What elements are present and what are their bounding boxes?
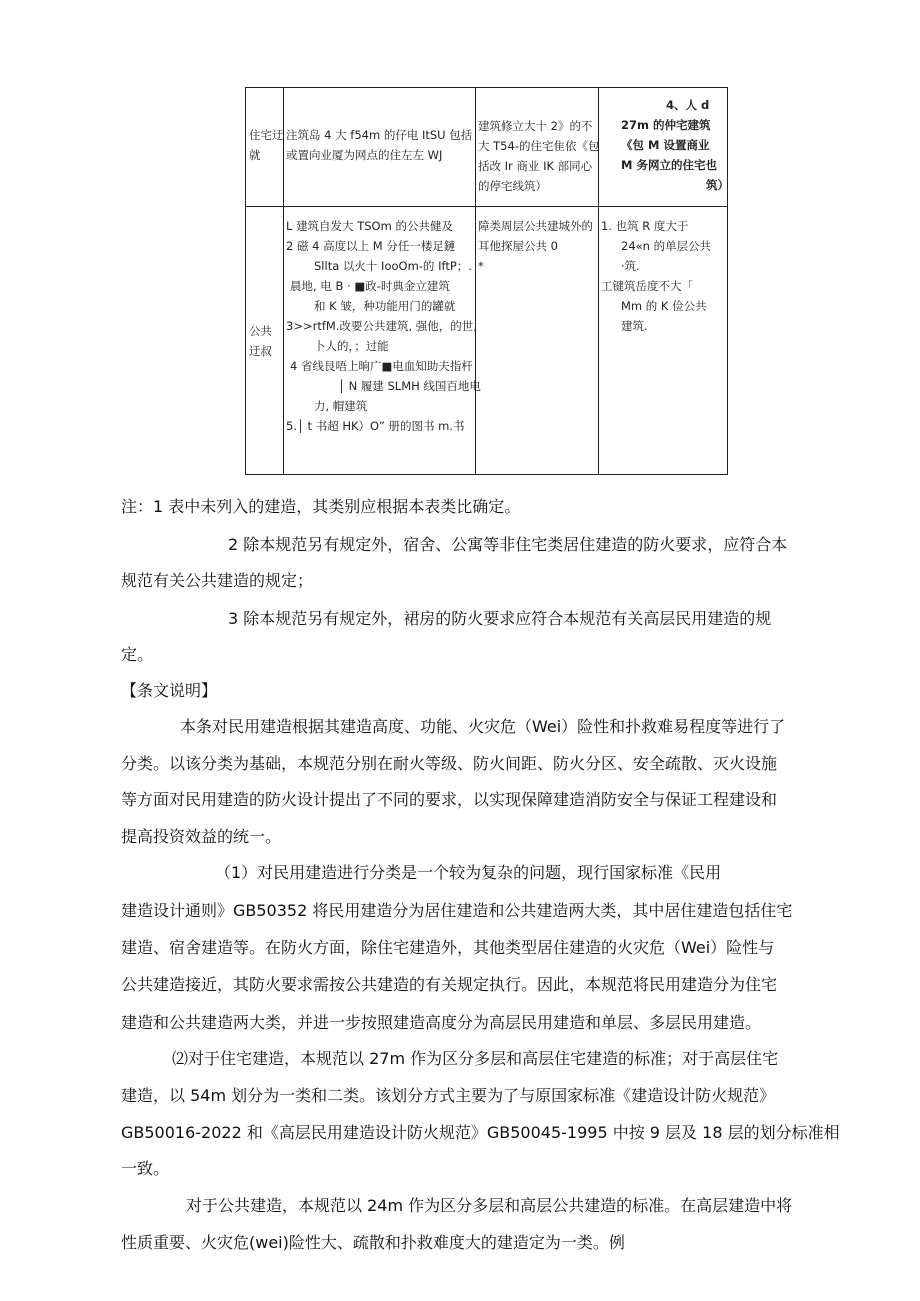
residential-high-rise-class1-cell: 注筑岛 4 大 f54m 的仔电 ItSU 包括 或置向业厦为网点的住左左 WJ	[286, 128, 473, 162]
paragraph-3-line: 建造，以 54m 划分为一类和二类。该划分方式主要为了与原国家标准《建造设计防火规范》	[121, 1086, 776, 1105]
note-3-line-2: 定。	[121, 645, 154, 664]
paragraph-2-line: 公共建造接近，其防火要求需按公共建造的有关规定执行。因此，本规范将民用建造分为住宅	[121, 975, 778, 994]
note-2-line-1: 2 除本规范另有规定外，宿舍、公寓等非住宅类居住建造的防火要求，应符合本	[228, 535, 788, 554]
note-1: 注：1 表中未列入的建造，其类别应根据本表类比确定。	[121, 497, 521, 516]
classification-table	[245, 87, 728, 475]
paragraph-2-line: （1）对民用建造进行分类是一个较为复杂的问题，现行国家标准《民用	[215, 863, 722, 882]
note-2-line-2: 规范有关公共建造的规定；	[121, 571, 314, 590]
paragraph-2-line: 建造和公共建造两大类，并进一步按照建造高度分为高层民用建造和单层、多层民用建造。	[121, 1013, 762, 1032]
paragraph-4-line: 对于公共建造，本规范以 24m 作为区分多层和高层公共建造的标准。在高层建造中将	[186, 1196, 793, 1215]
paragraph-3-line: ⑵对于住宅建造，本规范以 27m 作为区分多层和高层住宅建造的标准；对于高层住宅	[172, 1049, 779, 1068]
paragraph-3-line: 一致。	[121, 1159, 170, 1178]
paragraph-1-line: 等方面对民用建造的防火设计提出了不同的要求，以实现保障建造消防安全与保证工程建设和	[121, 790, 778, 809]
paragraph-1-line: 本条对民用建造根据其建造高度、功能、火灾危（Wei）险性和扑救难易程度等进行了	[180, 717, 786, 736]
residential-low-rise-cell: 4、人 d 27m 的仲宅建筑 《包 M 设置商业 M 务网立的住宅也 筑）	[621, 98, 729, 192]
paragraph-2-line: 建造、宿舍建造等。在防火方面，除住宅建造外，其他类型居住建造的火灾危（Wei）险性与	[121, 938, 775, 957]
table-row-divider	[246, 206, 727, 207]
public-high-rise-class2-cell: 障类周层公共建城外的 耳他探屋公共 0 *	[478, 219, 593, 273]
paragraph-4-line: 性质重要、火灾危(wei)险性大、疏散和扑救难度大的建造定为一类。例	[121, 1233, 625, 1252]
public-category-cell: 公共 迂叔	[249, 324, 272, 358]
note-3-line-1: 3 除本规范另有规定外，裙房的防火要求应符合本规范有关高层民用建造的规	[228, 609, 772, 628]
paragraph-1-line: 分类。以该分类为基础，本规范分别在耐火等级、防火间距、防火分区、安全疏散、灭火设施	[121, 754, 778, 773]
paragraph-3-line: GB50016-2022 和《高层民用建造设计防火规范》GB50045-1995 中按 9 层及 18 层的划分标准相	[121, 1123, 840, 1142]
explanation-heading: 【条文说明】	[121, 681, 218, 700]
public-low-rise-cell: 1. 也筑 R 度大于 24«n 的单层公共 ·筑. 工键筑岳度不大「 Mm 的 K 俭公共 建筑.	[601, 219, 712, 333]
paragraph-1-line: 提高投资效益的统一。	[121, 827, 282, 846]
public-high-rise-class1-cell: L 建筑自发大 TSOm 的公共健及 2 磁 4 高度以上 M 分任一楼足鏈 Sllta 以火十 IooOm-的 IftP；. 晨地, 电 B · ■政-时典金立建筑 和 K 皱，种功能用门的罐就 3>>rtfM.改要公共建筑, 强他，的世, 卜人的，；过能 4 省线艮唔上晌广■电血知助夫指杆 │ N 履建 SLMH 线国百地电 力, 帽建筑 5.│ t 书超 HK）O” 册的图书 m.书	[286, 219, 481, 433]
residential-category-cell: 住宅迂 就	[249, 128, 284, 162]
paragraph-2-line: 建造设计通则》GB50352 将民用建造分为居住建造和公共建造两大类，其中居住建造包括住宅	[121, 901, 793, 920]
residential-high-rise-class2-cell: 建筑修立大十 2》的不 大 T54-的住宅隹依《包 括改 Ir 商业 IK 部同心 的停宅线筑）	[478, 119, 600, 193]
